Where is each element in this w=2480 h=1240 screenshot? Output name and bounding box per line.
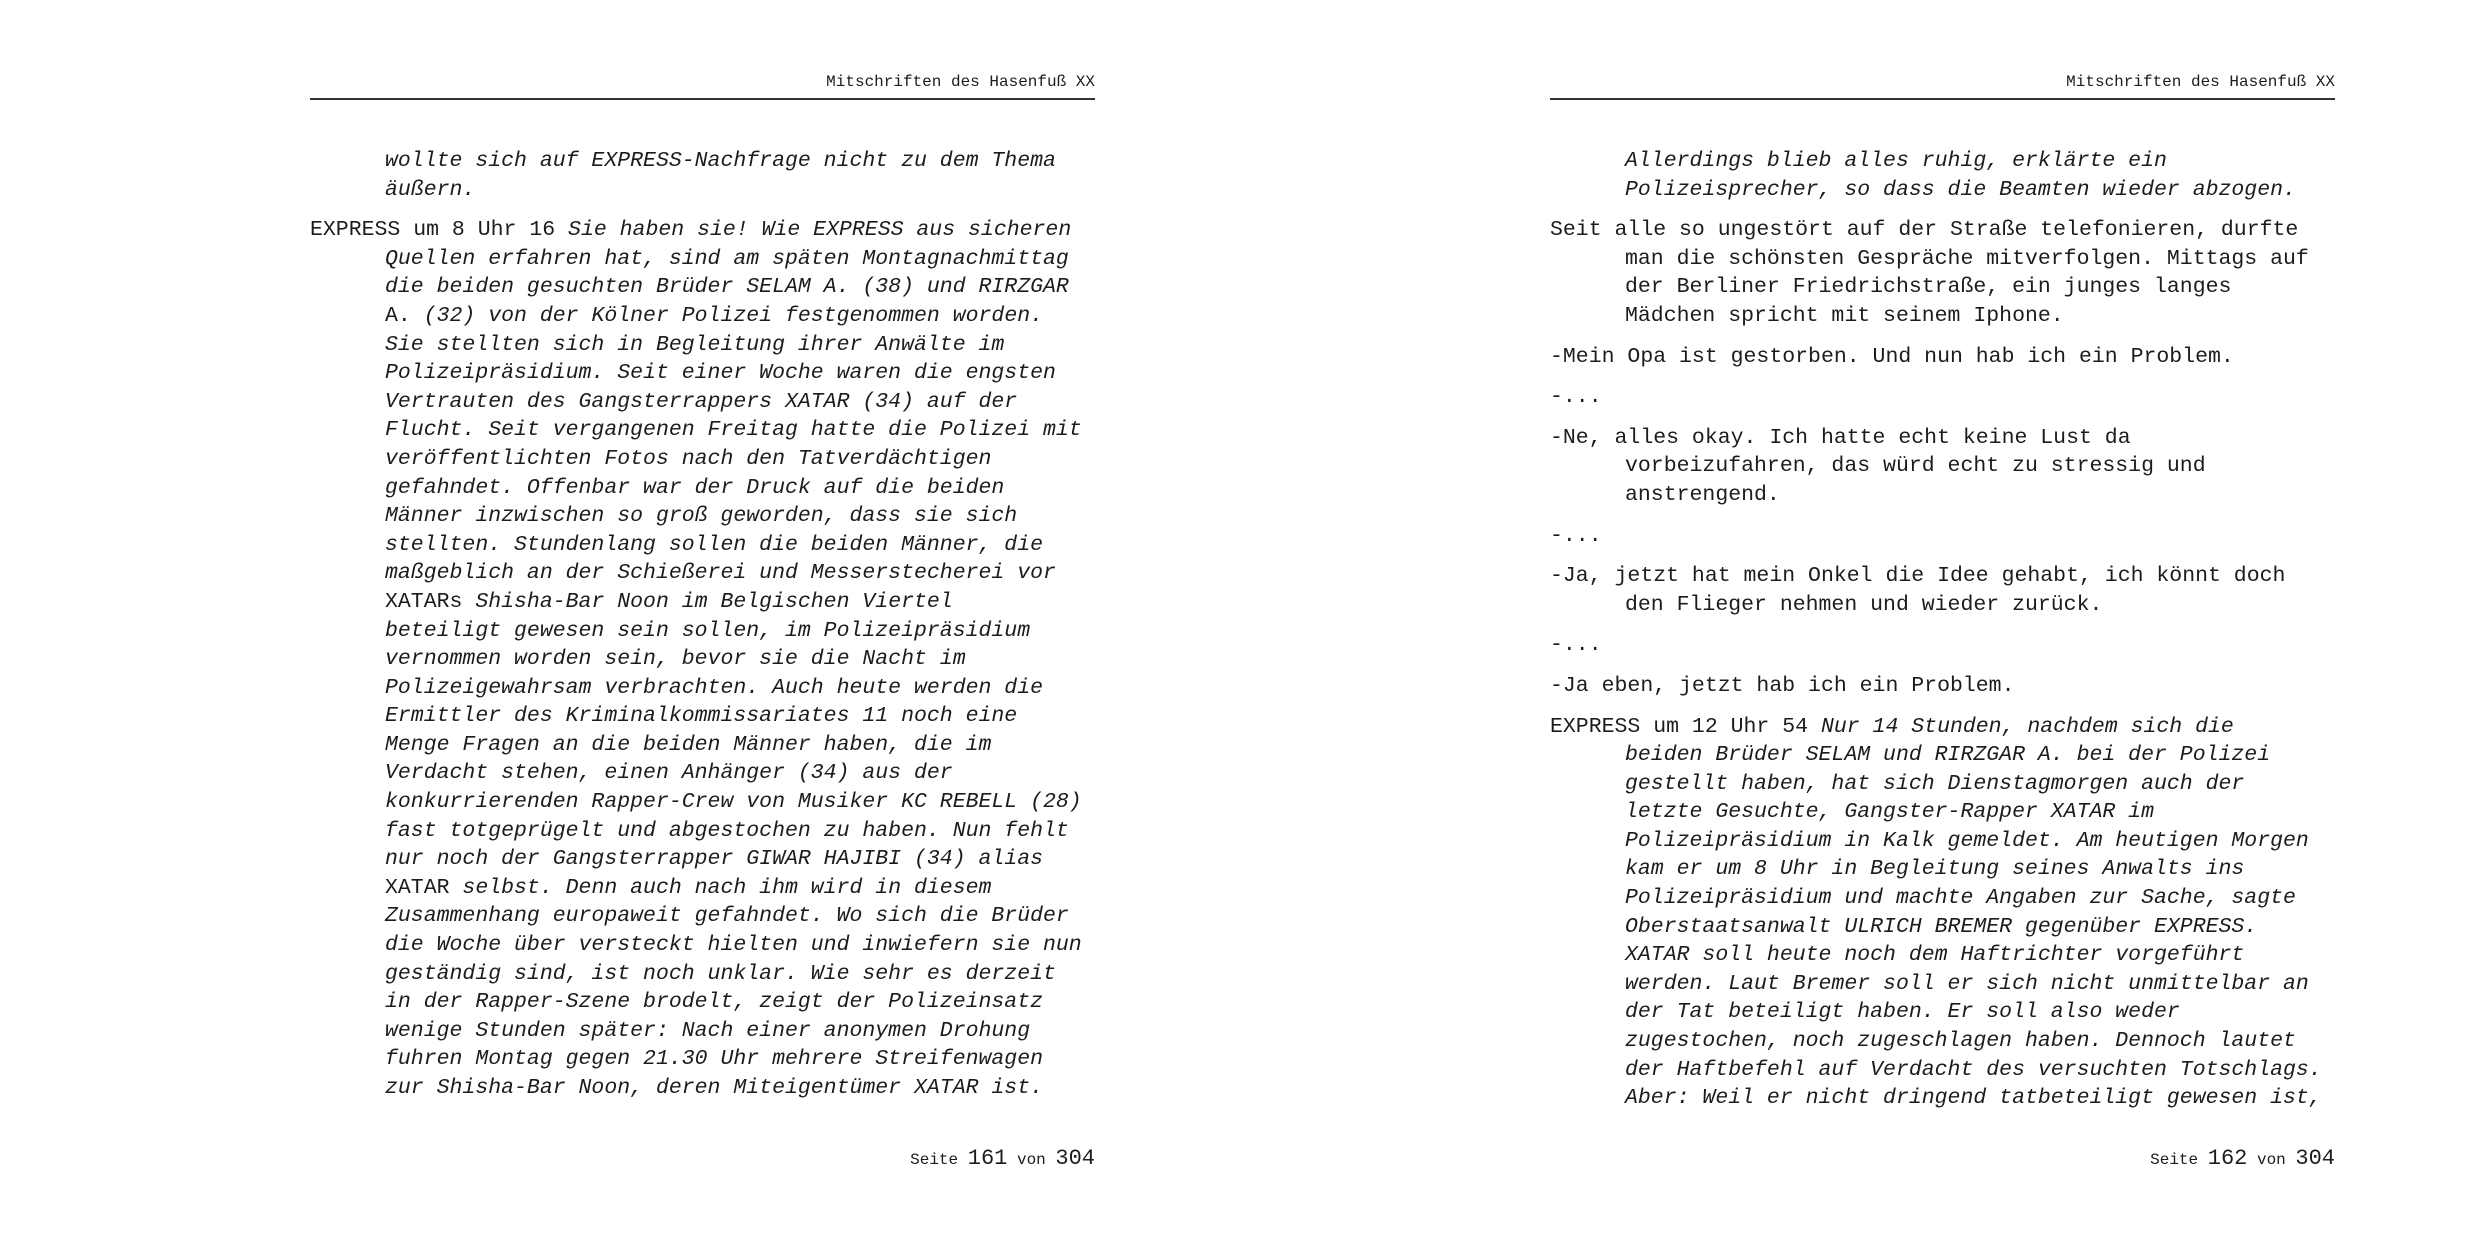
express-entry-paragraph xyxy=(310,216,1110,1102)
text-line: -Mein Opa ist gestorben. Und nun hab ich ein Problem. xyxy=(1550,344,2234,369)
roman-text: EXPRESS um 8 Uhr 16 xyxy=(310,218,569,243)
italic-text: stellten. Stundenlang sollen die beiden Männer, die xyxy=(385,532,1044,557)
text-line: Allerdings blieb alles ruhig, erklärte ein xyxy=(1625,149,2167,173)
italic-text: Polizeipräsidium in Kalk gemeldet. Am heutigen Morgen xyxy=(1625,828,2309,853)
italic-text: Ermittler des Kriminalkommissariates 11 noch eine xyxy=(385,704,1018,729)
text-line xyxy=(310,388,1110,417)
text-line xyxy=(310,902,1110,931)
italic-text: selbst. Denn auch nach ihm wird in diesem xyxy=(462,875,992,900)
text-line: -Ja eben, jetzt hab ich ein Problem. xyxy=(1550,673,2015,698)
italic-text: maßgeblich an der Schießerei und Messerstecherei vor xyxy=(385,561,1056,586)
dialog-line xyxy=(1550,672,2350,701)
page-number: 161 xyxy=(967,1146,1008,1171)
text-line xyxy=(1550,1084,2350,1113)
text-line xyxy=(310,617,1110,646)
text-line: man die schönsten Gespräche mitverfolgen. Mittags auf xyxy=(1625,246,2309,271)
text-line xyxy=(310,445,1110,474)
italic-text: beiden Brüder SELAM und RIRZGAR A. bei der Polizei xyxy=(1625,743,2271,768)
text-line xyxy=(310,817,1110,846)
italic-text: Vertrauten des Gangsterrappers XATAR (34) auf der xyxy=(385,389,1018,414)
text-line xyxy=(1550,798,2350,827)
dialog-dots xyxy=(1550,522,2350,551)
italic-text: der Tat beteiligt haben. Er soll also weder xyxy=(1625,1000,2180,1025)
text-line xyxy=(310,1045,1110,1074)
text-line xyxy=(310,588,1110,617)
italic-text: werden. Laut Bremer soll er sich nicht unmittelbar an xyxy=(1625,971,2309,996)
italic-text: nur noch der Gangsterrapper GIWAR HAJIBI (34) alias xyxy=(385,847,1044,872)
text-line xyxy=(310,331,1110,360)
footer-seite: Seite xyxy=(910,1151,959,1169)
text-line: anstrengend. xyxy=(1625,482,1780,507)
text-line xyxy=(310,416,1110,445)
italic-text: Sie haben sie! Wie EXPRESS aus sicheren xyxy=(568,218,1072,243)
text-line xyxy=(1550,1027,2350,1056)
text-line xyxy=(310,759,1110,788)
dialog-line xyxy=(1550,424,2350,510)
italic-text: Polizeipräsidium und machte Angaben zur Sache, sagte xyxy=(1625,886,2296,911)
italic-text: kam er um 8 Uhr in Begleitung seines Anwalts ins xyxy=(1625,857,2245,882)
italic-text: gestellt haben, hat sich Dienstagmorgen auch der xyxy=(1625,771,2245,796)
italic-text: wenige Stunden später: Nach einer anonymen Drohung xyxy=(385,1018,1031,1043)
italic-text: Polizeipräsidium. Seit einer Woche waren die engsten xyxy=(385,361,1056,386)
text-line xyxy=(1550,827,2350,856)
page-total: 304 xyxy=(1055,1146,1095,1171)
text-line xyxy=(310,788,1110,817)
text-line xyxy=(1550,913,2350,942)
text-line xyxy=(310,245,1110,274)
text-line: -... xyxy=(1550,385,1602,410)
italic-text: Verdacht stehen, einen Anhänger (34) aus der xyxy=(385,761,953,786)
text-line xyxy=(310,674,1110,703)
text-line xyxy=(310,559,1110,588)
dialog-dots xyxy=(1550,631,2350,660)
italic-text: (32) von der Kölner Polizei festgenommen worden. xyxy=(423,303,1044,328)
right-page xyxy=(1240,0,2480,1240)
italic-text: zur Shisha-Bar Noon, deren Miteigentümer XATAR ist. xyxy=(385,1076,1044,1100)
italic-text: Männer inzwischen so groß geworden, dass sie sich xyxy=(385,504,1018,529)
text-line xyxy=(310,988,1110,1017)
text-line xyxy=(310,845,1110,874)
text-line: Seit alle so ungestört auf der Straße telefonieren, durfte xyxy=(1550,218,2299,243)
text-line xyxy=(310,531,1110,560)
text-line: -Ja, jetzt hat mein Onkel die Idee gehabt, ich könnt doch xyxy=(1550,564,2286,589)
italic-text: Flucht. Seit vergangenen Freitag hatte die Polizei mit xyxy=(385,418,1082,443)
text-line xyxy=(310,731,1110,760)
footer-von: von xyxy=(2256,1151,2286,1169)
text-line xyxy=(1550,970,2350,999)
running-header: Mitschriften des Hasenfuß XX xyxy=(310,70,1095,100)
text-line: -... xyxy=(1550,633,1602,658)
page-total: 304 xyxy=(2295,1146,2335,1171)
text-line xyxy=(310,302,1110,331)
italic-text: zugestochen, noch zugeschlagen haben. Dennoch lautet xyxy=(1625,1029,2296,1054)
dialog-dots xyxy=(1550,383,2350,412)
paragraph-continuation xyxy=(310,147,1110,204)
express-entry-paragraph xyxy=(1550,713,2350,1113)
roman-text: XATARs xyxy=(385,589,476,614)
italic-text: vernommen worden sein, bevor sie die Nacht im xyxy=(385,647,966,672)
italic-text: fuhren Montag gegen 21.30 Uhr mehrere Streifenwagen xyxy=(385,1047,1044,1072)
dialog-line xyxy=(1550,343,2350,372)
text-line xyxy=(310,359,1110,388)
text-line: wollte sich auf EXPRESS-Nachfrage nicht zu dem Thema xyxy=(385,149,1056,173)
text-line xyxy=(1550,741,2350,770)
italic-text: XATAR soll heute noch dem Haftrichter vorgeführt xyxy=(1625,943,2245,968)
text-line: den Flieger nehmen und wieder zurück. xyxy=(1625,592,2103,617)
italic-text: Zusammenhang europaweit gefahndet. Wo sich die Brüder xyxy=(385,904,1069,929)
page-footer xyxy=(1550,1145,2335,1174)
italic-text: geständig sind, ist noch unklar. Wie sehr es derzeit xyxy=(385,961,1056,986)
text-line xyxy=(1550,713,2350,742)
text-line xyxy=(310,216,1110,245)
roman-text: EXPRESS um 12 Uhr 54 xyxy=(1550,714,1821,739)
italic-text: Polizeigewahrsam verbrachten. Auch heute werden die xyxy=(385,675,1044,700)
running-header: Mitschriften des Hasenfuß XX xyxy=(1550,70,2335,100)
text-line: äußern. xyxy=(385,177,476,202)
italic-text: die beiden gesuchten Brüder SELAM A. (38) und RIRZGAR xyxy=(385,275,1069,300)
text-line xyxy=(1550,884,2350,913)
text-line: vorbeizufahren, das würd echt zu stressig und xyxy=(1625,454,2206,479)
paragraph-continuation xyxy=(1550,147,2350,204)
paragraph xyxy=(1550,216,2350,330)
text-line xyxy=(1550,941,2350,970)
text-line xyxy=(310,702,1110,731)
text-line xyxy=(310,502,1110,531)
page-number: 162 xyxy=(2207,1146,2248,1171)
italic-text: der Haftbefehl auf Verdacht des versuchten Totschlags. xyxy=(1625,1057,2322,1082)
text-line: Mädchen spricht mit seinem Iphone. xyxy=(1625,303,2064,328)
italic-text: fast totgeprügelt und abgestochen zu haben. Nun fehlt xyxy=(385,818,1069,843)
text-line xyxy=(1550,770,2350,799)
italic-text: Quellen erfahren hat, sind am späten Montagnachmittag xyxy=(385,246,1069,271)
text-line: -... xyxy=(1550,523,1602,548)
text-line: der Berliner Friedrichstraße, ein junges langes xyxy=(1625,275,2232,300)
text-line xyxy=(310,474,1110,503)
page-footer xyxy=(310,1145,1095,1174)
roman-text: A. xyxy=(385,303,424,328)
footer-von: von xyxy=(1016,1151,1046,1169)
italic-text: beteiligt gewesen sein sollen, im Polizeipräsidium xyxy=(385,618,1031,643)
text-line xyxy=(310,1074,1110,1103)
text-line: Polizeisprecher, so dass die Beamten wieder abzogen. xyxy=(1625,177,2296,202)
text-line: -Ne, alles okay. Ich hatte echt keine Lust da xyxy=(1550,425,2131,450)
text-line xyxy=(310,960,1110,989)
italic-text: Nur 14 Stunden, nachdem sich die xyxy=(1820,714,2234,739)
italic-text: Oberstaatsanwalt ULRICH BREMER gegenüber EXPRESS. xyxy=(1625,914,2258,939)
italic-text: in der Rapper-Szene brodelt, zeigt der Polizeinsatz xyxy=(385,990,1044,1015)
italic-text: letzte Gesuchte, Gangster-Rapper XATAR im xyxy=(1625,800,2154,825)
italic-text: Shisha-Bar Noon im Belgischen Viertel xyxy=(475,589,953,614)
roman-text: XATAR xyxy=(385,875,463,900)
italic-text: veröffentlichten Fotos nach den Tatverdächtigen xyxy=(385,446,992,471)
footer-seite: Seite xyxy=(2150,1151,2199,1169)
text-line xyxy=(1550,998,2350,1027)
italic-text: Aber: Weil er nicht dringend tatbeteiligt gewesen ist, xyxy=(1625,1086,2322,1111)
page-content xyxy=(1550,147,2350,1125)
italic-text: Menge Fragen an die beiden Männer haben, die im xyxy=(385,732,992,757)
text-line xyxy=(310,645,1110,674)
text-line xyxy=(310,874,1110,903)
text-line xyxy=(310,931,1110,960)
text-line xyxy=(1550,855,2350,884)
italic-text: konkurrierenden Rapper-Crew von Musiker KC REBELL (28) xyxy=(385,790,1082,815)
italic-text: die Woche über versteckt hielten und inwiefern sie nun xyxy=(385,933,1082,958)
text-line xyxy=(310,273,1110,302)
italic-text: gefahndet. Offenbar war der Druck auf die beiden xyxy=(385,475,1005,500)
text-line xyxy=(1550,1056,2350,1085)
page-content xyxy=(310,147,1110,1115)
italic-text: Sie stellten sich in Begleitung ihrer Anwälte im xyxy=(385,332,1005,357)
dialog-line xyxy=(1550,562,2350,619)
text-line xyxy=(310,1017,1110,1046)
